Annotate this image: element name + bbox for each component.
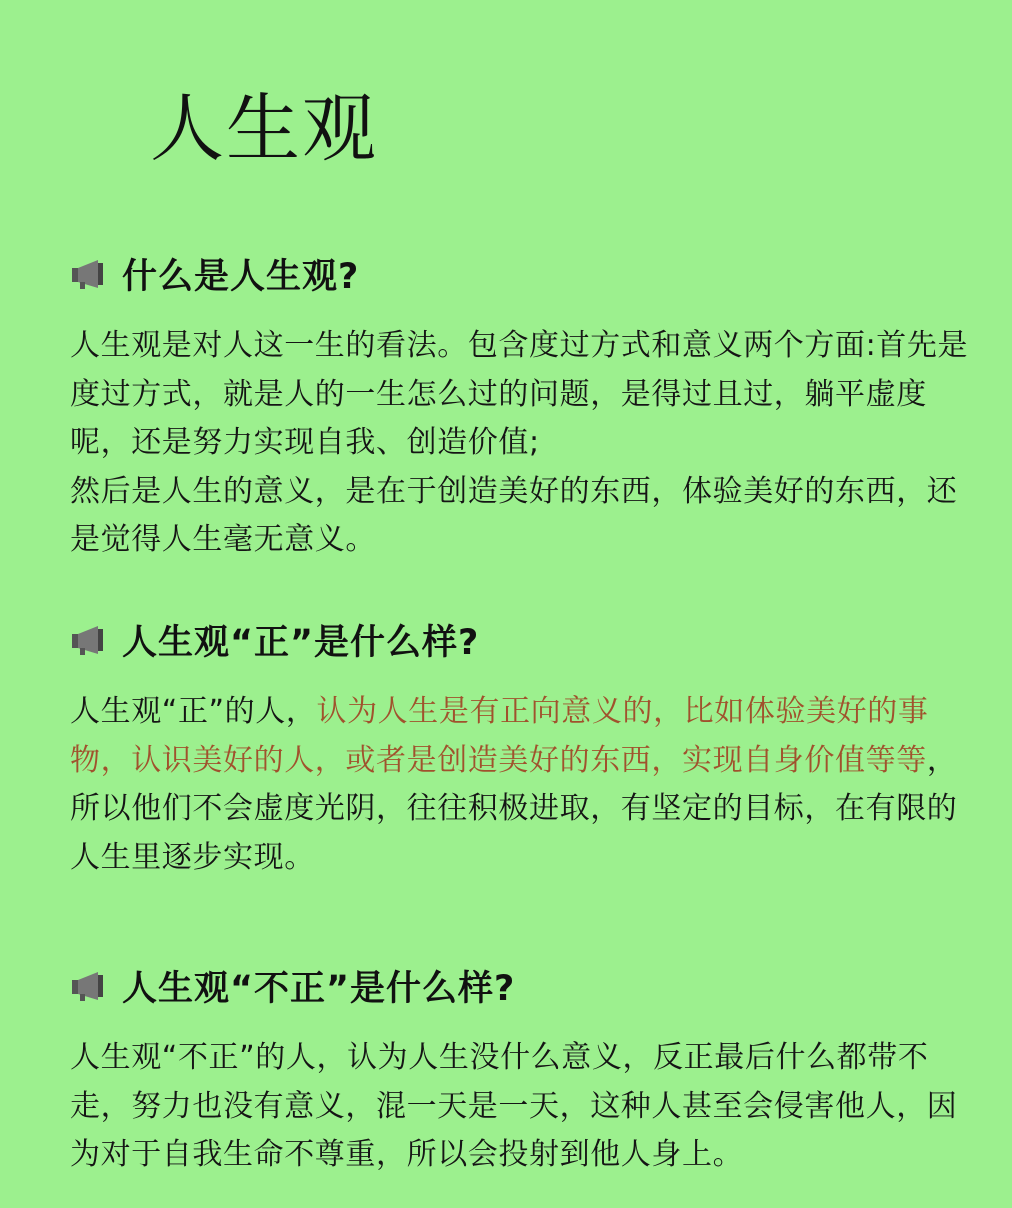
heading-text: 人生观“正”是什么样? bbox=[122, 623, 480, 663]
section-heading bbox=[70, 248, 970, 300]
section-body bbox=[70, 688, 970, 882]
megaphone-icon bbox=[70, 257, 110, 291]
megaphone-icon bbox=[70, 969, 110, 1003]
paragraph: 然后是人生的意义，是在于创造美好的东西，体验美好的东西，还是觉得人生毫无意义。 bbox=[70, 473, 958, 557]
section-body bbox=[70, 1034, 970, 1180]
highlighted-text: 认为人生是有正向意义的，比如体验美好的事物，认识美好的人，或者是创造美好的东西，实现自身价值等等 bbox=[70, 694, 929, 778]
section-positive bbox=[70, 614, 970, 882]
body-text: 人生观“正”的人， bbox=[70, 694, 317, 729]
section-what-is bbox=[70, 248, 970, 565]
section-body bbox=[70, 322, 970, 565]
paragraph: 人生观是对人这一生的看法。包含度过方式和意义两个方面:首先是度过方式，就是人的一生怎么过的问题，是得过且过，躺平虚度呢，还是努力实现自我、创造价值; bbox=[70, 328, 969, 460]
paragraph bbox=[70, 688, 970, 882]
section-negative bbox=[70, 960, 970, 1180]
heading-text: 人生观“不正”是什么样? bbox=[122, 969, 516, 1009]
megaphone-icon bbox=[70, 623, 110, 657]
body-text: ，所以他们不会虚度光阴，往往积极进取，有坚定的目标，在有限的人生里逐步实现。 bbox=[70, 742, 958, 875]
heading-text: 什么是人生观? bbox=[122, 257, 360, 297]
section-heading bbox=[70, 614, 970, 666]
paragraph: 人生观“不正”的人，认为人生没什么意义，反正最后什么都带不走，努力也没有意义，混一天是一天，这种人甚至会侵害他人，因为对于自我生命不尊重，所以会投射到他人身上。 bbox=[70, 1040, 958, 1172]
section-heading bbox=[70, 960, 970, 1012]
page-title: 人生观 bbox=[150, 86, 378, 172]
